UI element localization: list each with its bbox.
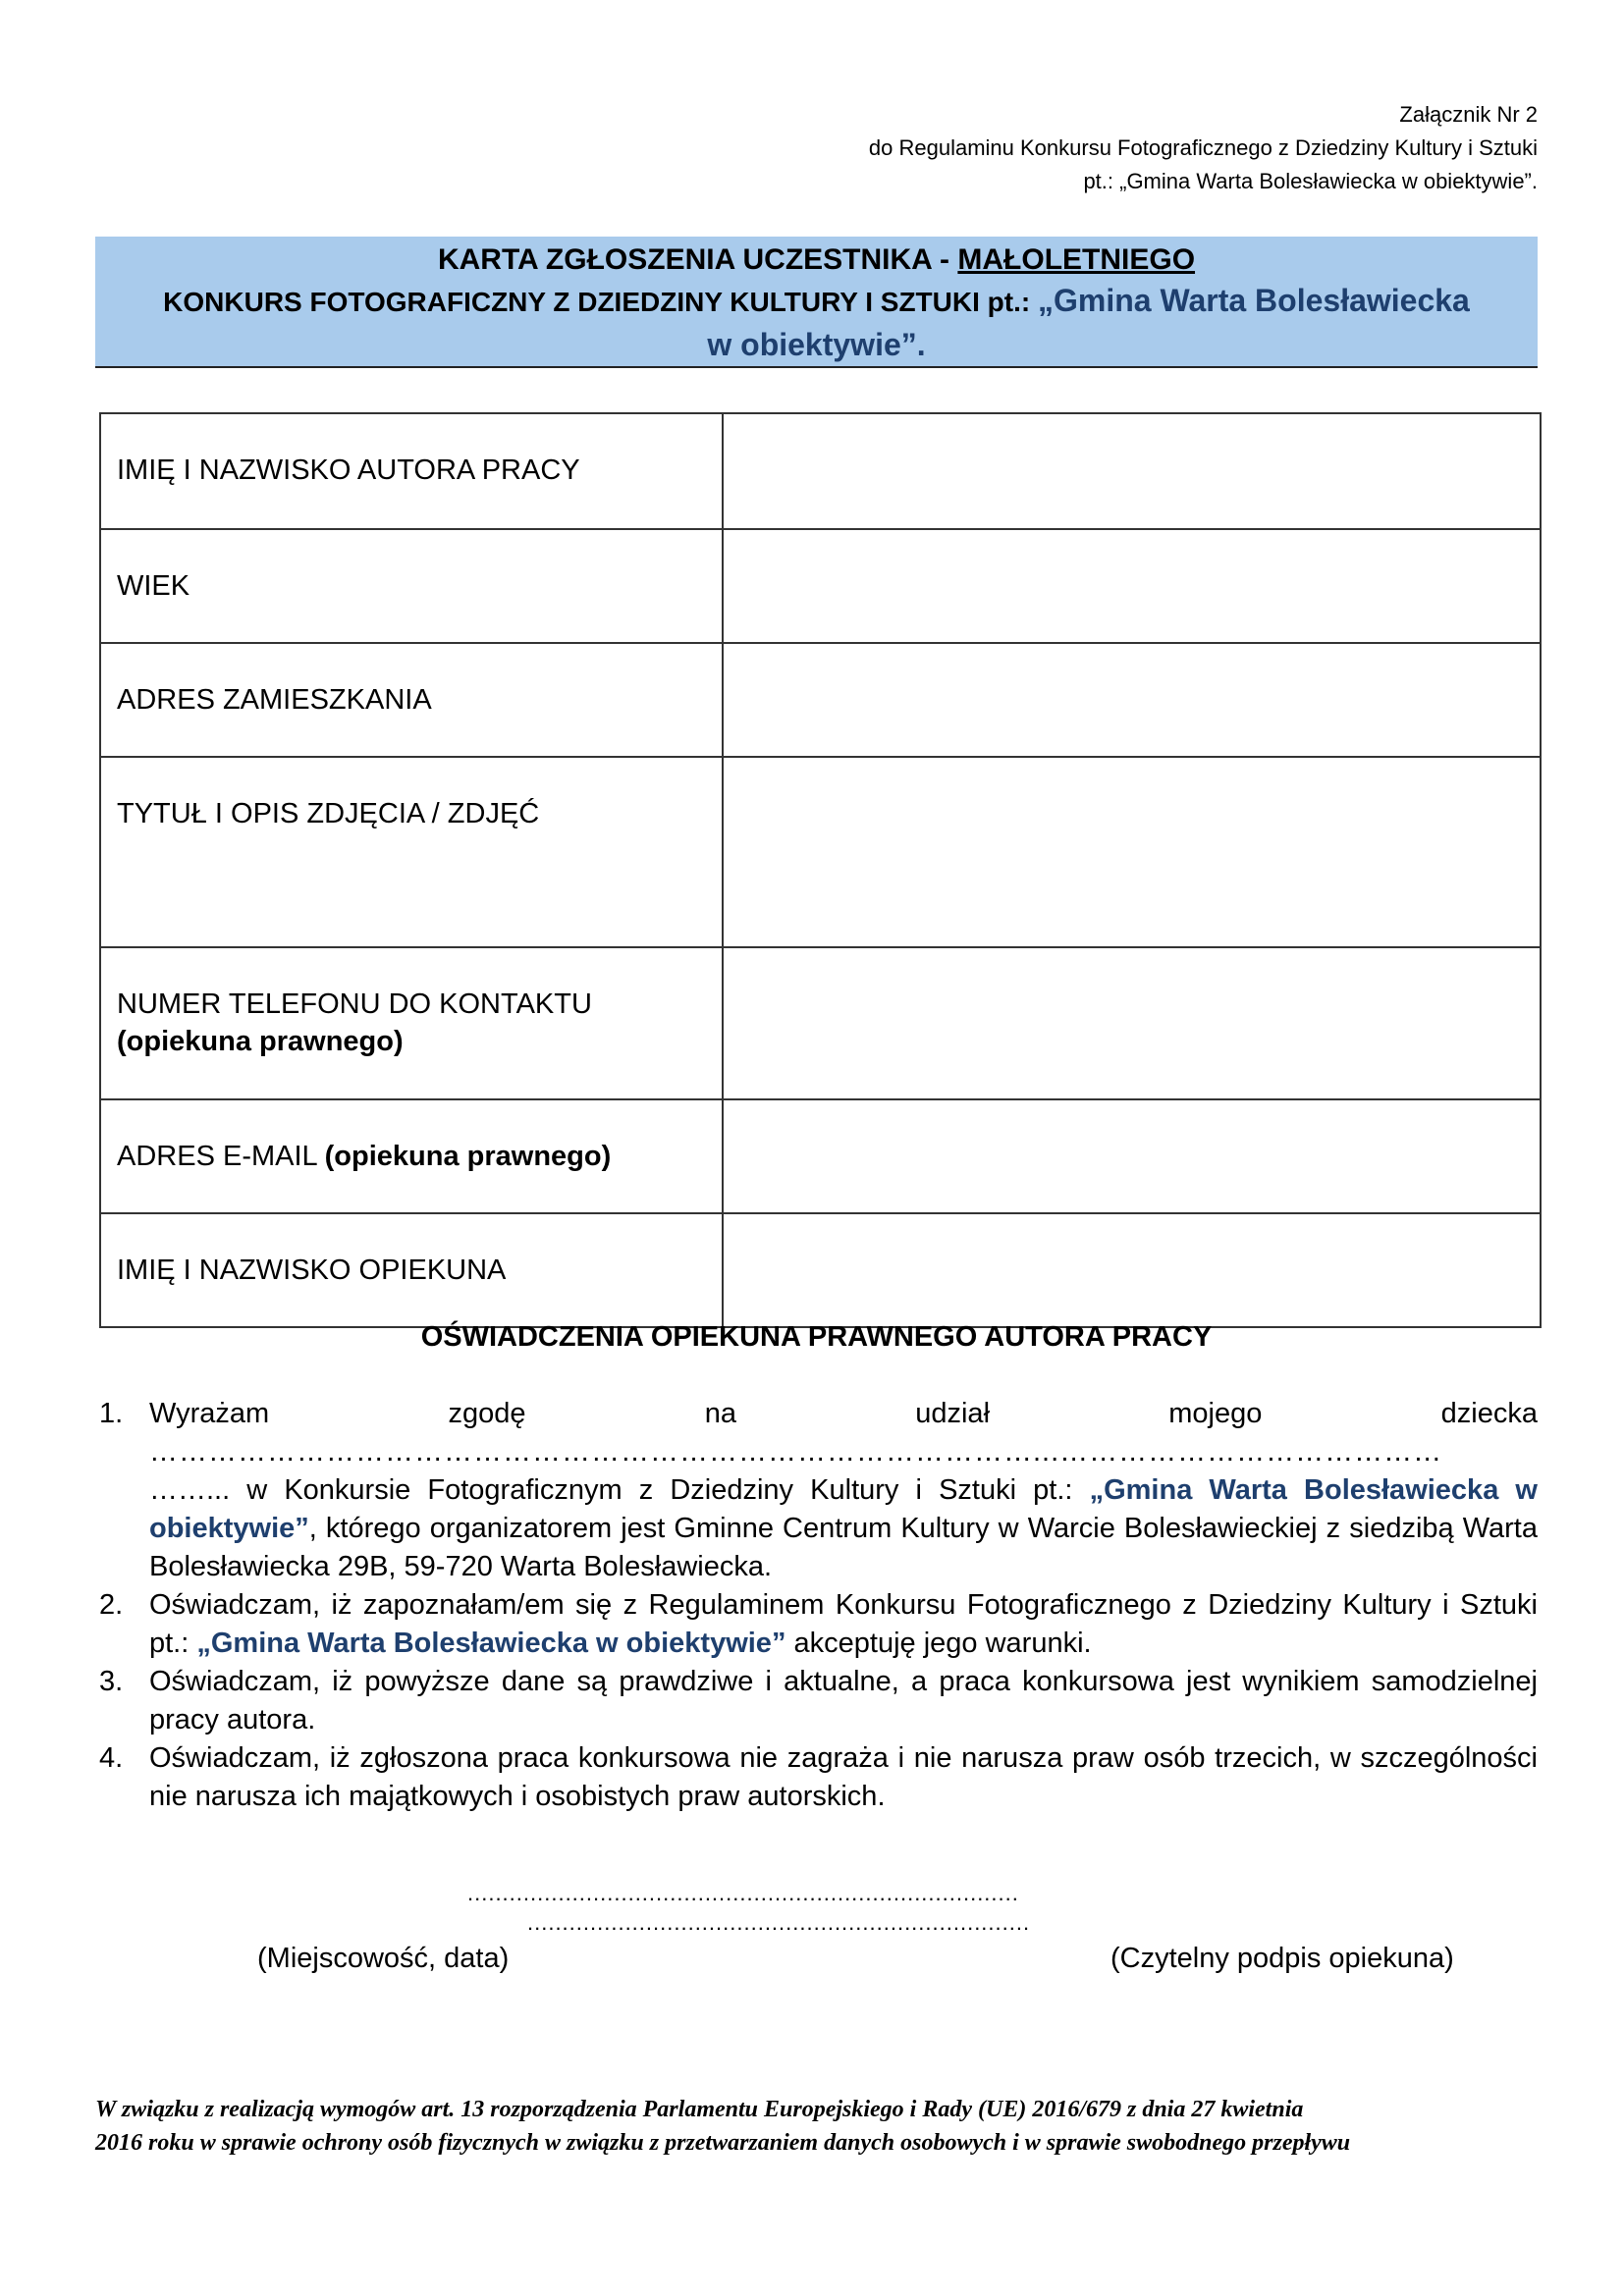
table-row <box>100 947 1541 1099</box>
form-title-underlined: MAŁOLETNIEGO <box>957 243 1196 276</box>
email-label-guardian: (opiekuna prawnego) <box>324 1141 612 1172</box>
annex-number: Załącznik Nr 2 <box>1399 102 1538 127</box>
rules-text-a: Oświadczam, iż zapoznałam/em się z Regulaminem Konkursu Fotograficznego z Dziedziny Kultury i Sztuki pt.: <box>149 1589 1538 1659</box>
declaration-item-4 <box>95 1739 1538 1816</box>
phone-label-guardian: (opiekuna prawnego) <box>117 1026 404 1057</box>
consent-lead: ……... w Konkursie Fotograficznym z Dziedziny Kultury i Sztuki pt.: <box>149 1474 1090 1506</box>
row-label-address: ADRES ZAMIESZKANIA <box>100 643 723 757</box>
table-row <box>100 757 1541 947</box>
row-label-photo-title: TYTUŁ I OPIS ZDJĘCIA / ZDJĘĆ <box>100 757 723 947</box>
field-phone[interactable] <box>723 947 1541 1099</box>
contest-line <box>95 280 1538 323</box>
form-title-prefix: KARTA ZGŁOSZENIA UCZESTNIKA - <box>437 243 958 276</box>
gdpr-line-2: 2016 roku w sprawie ochrony osób fizycznych w związku z przetwarzaniem danych osobowych i w sprawie swobodnego przepływu <box>95 2130 1351 2156</box>
contest-name-inline: „Gmina Warta Bolesławiecka w obiektywie” <box>149 1474 1538 1544</box>
email-label: ADRES E-MAIL <box>117 1141 325 1172</box>
row-label-guardian-name: IMIĘ I NAZWISKO OPIEKUNA <box>100 1213 723 1327</box>
row-label-phone <box>100 947 723 1099</box>
contest-prefix: KONKURS FOTOGRAFICZNY Z DZIEDZINY KULTURY I SZTUKI pt.: <box>163 287 1038 317</box>
annex-header <box>654 98 1538 198</box>
declaration-item-2 <box>95 1586 1538 1663</box>
word: zgodę <box>448 1398 526 1429</box>
rights-statement: Oświadczam, iż zgłoszona praca konkursowa nie zagraża i nie narusza praw osób trzecich, w szczególności nie narusza ich majątkowych i osobistych praw autorskich. <box>149 1742 1538 1812</box>
field-author-name[interactable] <box>723 413 1541 529</box>
consent-text <box>149 1471 1538 1586</box>
word: udział <box>915 1398 991 1429</box>
place-date-label: (Miejscowość, data) <box>257 1943 510 1974</box>
table-row <box>100 413 1541 529</box>
table-row <box>100 529 1541 643</box>
truth-statement: Oświadczam, iż powyższe dane są prawdziwe i aktualne, a praca konkursowa jest wynikiem samodzielnej pracy autora. <box>149 1666 1538 1735</box>
contest-name-part2: w obiektywie”. <box>707 327 926 362</box>
gdpr-footer <box>95 2093 1538 2160</box>
consent-words <box>149 1395 1538 1433</box>
item-number: 4. <box>99 1742 124 1774</box>
word: Wyrażam <box>149 1398 270 1429</box>
item-number: 2. <box>99 1589 124 1621</box>
field-address[interactable] <box>723 643 1541 757</box>
gdpr-line-1: W związku z realizacją wymogów art. 13 rozporządzenia Parlamentu Europejskiego i Rady (UE) 2016/679 z dnia 27 kwietnia <box>95 2097 1304 2122</box>
signature-blank[interactable]: ........................................................................ <box>527 1910 1031 1935</box>
declarations-title: OŚWIADCZENIA OPIEKUNA PRAWNEGO AUTORA PRACY <box>420 1321 1213 1353</box>
item-number: 1. <box>99 1398 124 1429</box>
signature-label: (Czytelny podpis opiekuna) <box>1110 1943 1454 1974</box>
row-label-author-name: IMIĘ I NAZWISKO AUTORA PRACY <box>100 413 723 529</box>
row-label-age: WIEK <box>100 529 723 643</box>
word: na <box>704 1398 736 1429</box>
contest-name-part1: „Gmina Warta Bolesławiecka <box>1037 283 1470 318</box>
phone-label: NUMER TELEFONU DO KONTAKTU <box>117 988 592 1020</box>
item-number: 3. <box>99 1666 124 1697</box>
place-date-blank[interactable]: ............................................................................... <box>467 1881 1019 1905</box>
table-row <box>100 643 1541 757</box>
row-label-email <box>100 1099 723 1213</box>
title-banner <box>95 237 1538 368</box>
registration-table <box>99 412 1542 1328</box>
declaration-item-1 <box>95 1395 1538 1586</box>
consent-rest: , którego organizatorem jest Gminne Centrum Kultury w Warcie Bolesławieckiej z siedzibą Warta Bolesławiecka 29B, 59-720 Warta Bolesławiecka. <box>149 1513 1538 1582</box>
form-title <box>95 240 1538 280</box>
field-guardian-name[interactable] <box>723 1213 1541 1327</box>
word: dziecka <box>1440 1398 1538 1429</box>
field-photo-title[interactable] <box>723 757 1541 947</box>
contest-name-inline: „Gmina Warta Bolesławiecka w obiektywie” <box>196 1628 786 1659</box>
rules-text-b: akceptuję jego warunki. <box>785 1628 1092 1659</box>
declarations-list <box>95 1395 1538 1816</box>
table-row <box>100 1213 1541 1327</box>
table-row <box>100 1099 1541 1213</box>
declaration-item-3 <box>95 1663 1538 1739</box>
field-email[interactable] <box>723 1099 1541 1213</box>
annex-regulation: do Regulaminu Konkursu Fotograficznego z Dziedziny Kultury i Sztuki <box>868 135 1538 160</box>
field-age[interactable] <box>723 529 1541 643</box>
annex-contest-title: pt.: „Gmina Warta Bolesławiecka w obiektywie”. <box>1083 169 1538 193</box>
child-name-blank[interactable]: ………………………………………………………………………………...………………………………… <box>149 1436 1443 1468</box>
word: mojego <box>1168 1398 1263 1429</box>
